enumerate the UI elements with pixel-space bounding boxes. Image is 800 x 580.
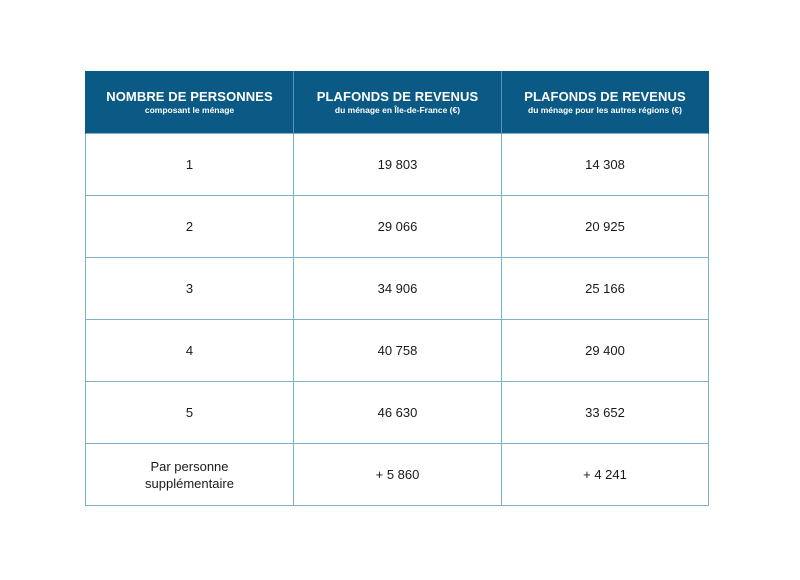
cell-persons-multiline <box>145 458 234 492</box>
table-row <box>86 196 709 258</box>
header-idf-title: PLAFONDS DE REVENUS <box>316 88 479 104</box>
table-row <box>86 382 709 444</box>
cell-persons-line1: Par personne <box>150 458 229 474</box>
cell-persons: 2 <box>86 196 294 258</box>
header-persons-title: NOMBRE DE PERSONNES <box>106 88 273 104</box>
cell-persons <box>86 444 294 506</box>
cell-persons: 3 <box>86 258 294 320</box>
income-ceiling-table-wrapper <box>85 71 708 506</box>
cell-other: + 4 241 <box>502 444 709 506</box>
header-idf-subtitle: du ménage en Île-de-France (€) <box>334 104 461 115</box>
cell-persons-line2: supplémentaire <box>145 475 234 491</box>
cell-idf: 19 803 <box>294 134 502 196</box>
table-header <box>86 71 709 134</box>
table-body <box>86 134 709 506</box>
cell-persons: 4 <box>86 320 294 382</box>
cell-idf: 34 906 <box>294 258 502 320</box>
cell-other: 20 925 <box>502 196 709 258</box>
cell-persons: 1 <box>86 134 294 196</box>
header-row <box>86 71 709 134</box>
header-persons <box>86 71 294 134</box>
header-other <box>502 71 709 134</box>
cell-idf: 40 758 <box>294 320 502 382</box>
header-other-subtitle: du ménage pour les autres régions (€) <box>528 104 682 115</box>
cell-other: 14 308 <box>502 134 709 196</box>
cell-idf: 46 630 <box>294 382 502 444</box>
cell-persons: 5 <box>86 382 294 444</box>
header-persons-subtitle: composant le ménage <box>144 104 235 115</box>
header-other-title: PLAFONDS DE REVENUS <box>524 88 686 104</box>
table-row <box>86 258 709 320</box>
cell-other: 29 400 <box>502 320 709 382</box>
cell-idf: 29 066 <box>294 196 502 258</box>
header-idf <box>294 71 502 134</box>
table-row <box>86 134 709 196</box>
table-row <box>86 320 709 382</box>
cell-idf: + 5 860 <box>294 444 502 506</box>
table-row <box>86 444 709 506</box>
income-ceiling-table <box>85 71 709 506</box>
cell-other: 25 166 <box>502 258 709 320</box>
cell-other: 33 652 <box>502 382 709 444</box>
